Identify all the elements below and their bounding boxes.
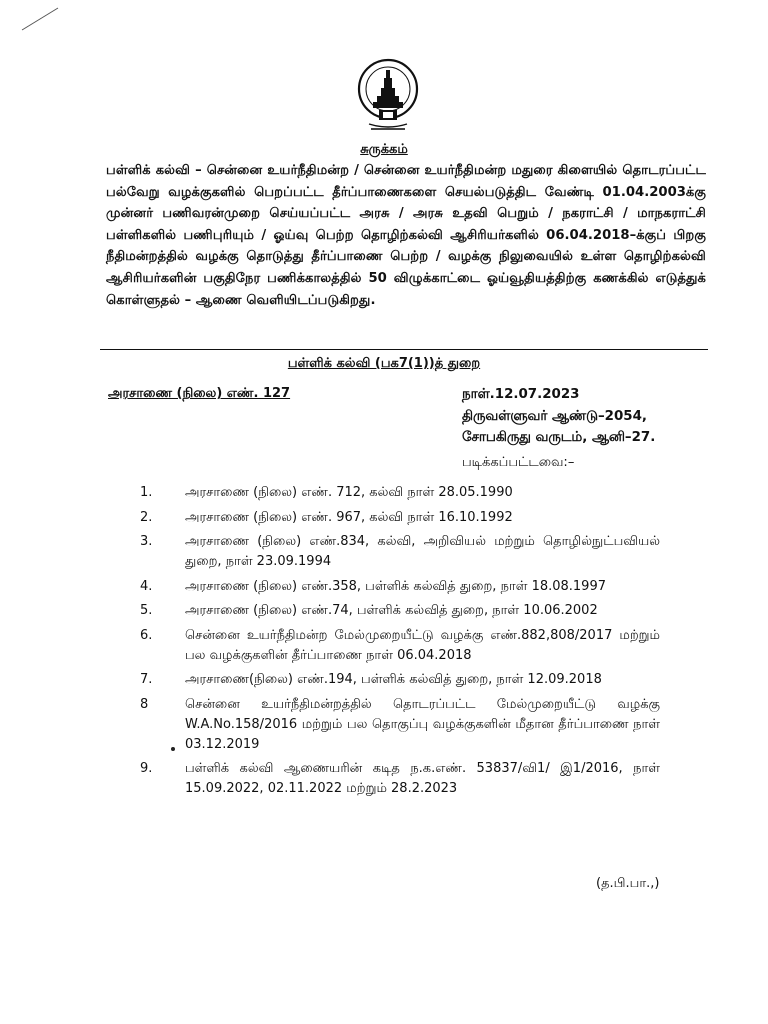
list-item-text: அரசாணை(நிலை) எண்.194, பள்ளிக் கல்வித் துறை, நாள் 12.09.2018: [185, 672, 602, 687]
list-item: [140, 532, 660, 572]
thiruvalluvar-year: திருவள்ளுவர் ஆண்டு–2054,: [462, 408, 648, 424]
ink-dot: [171, 747, 175, 751]
list-item-number: 1.: [140, 485, 153, 500]
list-item-number: 6.: [140, 627, 153, 643]
list-item-text: சென்னை உயர்நீதிமன்ற மேல்முறையீட்டு வழக்கு எண்.882,808/2017 மற்றும் பல வழக்குகளின் தீர்ப்பாணை நாள் 06.04.2018: [185, 627, 660, 663]
list-item-number: 4.: [140, 578, 153, 594]
list-item-text: அரசாணை (நிலை) எண். 967, கல்வி நாள் 16.10.1992: [185, 509, 513, 525]
pen-mark: [20, 6, 60, 32]
list-item-text: சென்னை உயர்நீதிமன்றத்தில் தொடரப்பட்ட மேல்முறையீட்டு வழக்கு W.A.No.158/2016 மற்றும் பல தொகுப்பு வழக்குகளின் மீதான தீர்ப்பாணை நாள் 03.12.2019: [185, 696, 660, 752]
list-item-number: 3.: [140, 534, 153, 549]
list-item-number: 8: [140, 696, 149, 712]
list-item: [140, 601, 660, 621]
section-divider: [100, 349, 708, 350]
list-item: [140, 695, 660, 755]
list-item-number: 5.: [140, 603, 153, 618]
list-item: [140, 626, 660, 666]
summary-text: பள்ளிக் கல்வி – சென்னை உயர்நீதிமன்ற / சென்னை உயர்நீதிமன்ற மதுரை கிளையில் தொடரப்பட்ட பல்வேறு வழக்குகளில் பெறப்பட்ட தீர்ப்பாணைகளை செயல்படுத்திட வேண்டி 01.04.2003க்கு முன்னர் பணிவரன்முறை செய்யப்பட்ட அரசு / அரசு உதவி பெறும் / நகராட்சி / மாநகராட்சி பள்ளிகளில் பணிபுரியும் / ஓய்வு பெற்ற தொழிற்கல்வி ஆசிரியர்களில் 06.04.2018–க்குப் பிறகு நீதிமன்றத்தில் வழக்கு தொடுத்து தீர்ப்பாணை பெற்ற / வழக்கு நிலுவையில் உள்ள தொழிற்கல்வி ஆசிரியர்களின் பகுதிநேர பணிக்காலத்தில் 50 விழுக்காட்டை ஓய்வூதியத்திற்கு கணக்கில் எடுத்துக் கொள்ளுதல் – ஆணை வெளியிடப்படுகிறது.: [106, 163, 706, 308]
list-item-text: அரசாணை (நிலை) எண்.74, பள்ளிக் கல்வித் துறை, நாள் 10.06.2002: [185, 603, 598, 618]
list-item-number: 2.: [140, 509, 153, 525]
list-item-number: 9.: [140, 761, 153, 776]
tamil-month-date: சோபகிருது வருடம், ஆனி–27.: [462, 430, 656, 445]
list-item-text: பள்ளிக் கல்வி ஆணையரின் கடித ந.க.எண். 53837/வி1/ இ1/2016, நாள் 15.09.2022, 02.11.2022 மற்றும் 28.2.2023: [185, 761, 660, 796]
order-date: நாள்.12.07.2023: [462, 387, 580, 402]
list-item: [140, 577, 660, 597]
list-item: [140, 759, 660, 799]
order-date-block: [462, 384, 655, 449]
list-item-text: அரசாணை (நிலை) எண்.358, பள்ளிக் கல்வித் துறை, நாள் 18.08.1997: [185, 578, 606, 594]
list-item-text: அரசாணை (நிலை) எண். 712, கல்வி நாள் 28.05.1990: [185, 485, 513, 500]
list-item: [140, 670, 660, 690]
government-order-number: அரசாணை (நிலை) எண். 127: [108, 386, 291, 401]
department-title: பள்ளிக் கல்வி (பக7(1))த் துறை: [287, 356, 481, 371]
list-item: [140, 508, 660, 528]
list-item-number: 7.: [140, 672, 153, 687]
list-item-text: அரசாணை (நிலை) எண்.834, கல்வி, அறிவியல் மற்றும் தொழில்நுட்பவியல் துறை, நாள் 23.09.1994: [185, 534, 660, 569]
references-label: படிக்கப்பட்டவை:–: [462, 455, 575, 470]
tamil-nadu-state-emblem-icon: [357, 58, 419, 136]
summary-heading: சுருக்கம்: [360, 142, 408, 157]
list-item: [140, 483, 660, 503]
page-turn-note: (த.பி.பா.,): [596, 876, 660, 891]
references-list: [140, 483, 660, 804]
